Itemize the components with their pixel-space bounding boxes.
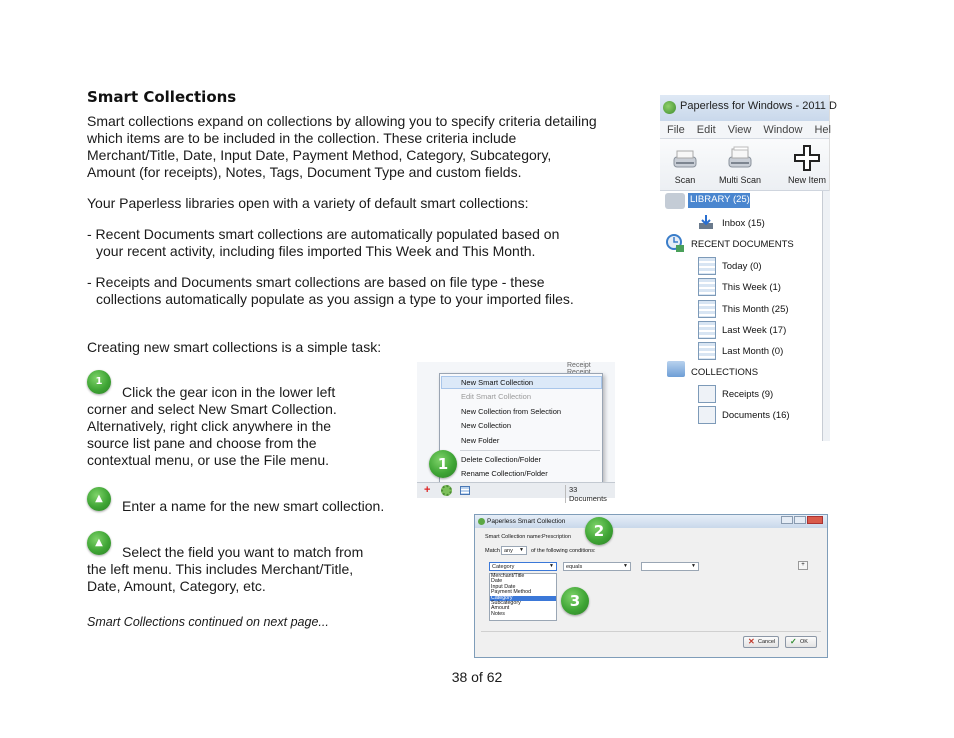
scan-button[interactable]: Scan <box>660 143 710 185</box>
field-dropdown-list <box>489 573 557 621</box>
menu-separator <box>460 450 600 451</box>
dropdown-arrow-icon: ▼ <box>549 563 554 569</box>
collections-icon <box>667 361 685 377</box>
source-item-this-week[interactable]: This Week (1) <box>722 282 781 293</box>
field-option[interactable]: Notes <box>491 610 505 617</box>
dialog-separator <box>481 631 821 632</box>
context-menu-screenshot <box>417 362 615 503</box>
menu-window[interactable]: Window <box>763 124 803 136</box>
add-icon[interactable]: + <box>424 484 431 496</box>
view-grid-icon[interactable] <box>460 486 470 495</box>
bullet-recent-documents: - Recent Documents smart collections are automatically populated based on your recent activity, including files imported This Week and This Month. <box>87 226 560 259</box>
menu-item-new-collection[interactable]: New Collection <box>461 421 512 430</box>
scanner-icon <box>671 143 699 173</box>
new-item-button[interactable]: New Item <box>782 143 832 185</box>
name-label: Smart Collection name: <box>485 534 543 540</box>
ok-button[interactable]: ✓ OK <box>785 636 817 648</box>
context-menu <box>439 373 603 483</box>
menu-help[interactable]: Hel <box>814 124 831 136</box>
source-list-pane[interactable] <box>660 191 823 441</box>
close-icon[interactable] <box>807 516 823 524</box>
recent-documents-icon <box>665 233 685 253</box>
dropdown-arrow-icon: ▼ <box>691 563 696 569</box>
source-list-bottom-bar <box>417 482 615 503</box>
value-select[interactable] <box>641 562 699 571</box>
menu-item-rename-collection[interactable]: Rename Collection/Folder <box>461 469 548 478</box>
step-one-text: Click the gear icon in the lower left corner and select New Smart Collection. Alternatively, right click anywhere in the source list pane and choose from the contextual menu, or use the File menu. <box>87 384 337 468</box>
multi-scan-button[interactable]: Multi Scan <box>715 143 765 185</box>
step-two-text: Enter a name for the new smart collection. <box>122 498 385 514</box>
dropdown-arrow-icon: ▼ <box>519 547 524 553</box>
inbox-icon <box>698 214 714 230</box>
menu-item-edit-smart-collection[interactable]: Edit Smart Collection <box>461 392 532 401</box>
source-item-library[interactable]: LIBRARY (25) <box>688 193 750 208</box>
creating-paragraph: Creating new smart collections is a simple task: <box>87 339 382 355</box>
calendar-icon <box>698 321 716 339</box>
step-one-badge: 1 <box>87 370 111 394</box>
step-two-badge: ▲ <box>87 487 111 511</box>
bullet-receipts-documents: - Receipts and Documents smart collections are based on file type - these collections automatically populate as you assign a type to your imported files. <box>87 274 574 307</box>
field-option[interactable]: Payment Method <box>491 589 532 596</box>
source-item-last-month[interactable]: Last Month (0) <box>722 346 783 357</box>
cancel-x-icon: ✕ <box>748 637 755 646</box>
library-icon <box>665 193 685 209</box>
dropdown-arrow-icon: ▼ <box>623 563 628 569</box>
recent-documents-header: RECENT DOCUMENTS <box>691 239 794 250</box>
calendar-icon <box>698 278 716 296</box>
gear-icon[interactable] <box>441 485 452 496</box>
callout-one-badge: 1 <box>429 450 457 478</box>
document-count: 33 Documents <box>565 485 615 503</box>
dialog-title-bar <box>475 515 827 528</box>
field-option-selected[interactable]: Category <box>490 596 556 601</box>
source-item-receipts[interactable]: Receipts (9) <box>722 389 773 400</box>
field-select[interactable]: Category ▼ <box>489 562 557 571</box>
app-window-screenshot <box>660 95 837 437</box>
continued-note: Smart Collections continued on next page... <box>87 615 329 629</box>
add-condition-button[interactable]: + <box>798 561 808 570</box>
paperless-logo-icon <box>478 518 485 525</box>
folder-icon <box>698 406 716 424</box>
source-item-inbox[interactable]: Inbox (15) <box>722 218 765 229</box>
cancel-button[interactable]: ✕ Cancel <box>743 636 779 648</box>
source-item-this-month[interactable]: This Month (25) <box>722 304 789 315</box>
multi-scanner-icon <box>726 143 754 173</box>
name-field[interactable]: Prescription <box>542 534 572 540</box>
step-three-text: Select the field you want to match from the left menu. This includes Merchant/Title, Date, Amount, Category, etc. <box>87 544 364 594</box>
source-item-last-week[interactable]: Last Week (17) <box>722 325 786 336</box>
page-number: 38 of 62 <box>451 669 503 685</box>
step-three-badge: ▲ <box>87 531 111 555</box>
field-option[interactable]: Merchant/Title <box>491 573 525 579</box>
menu-item-new-collection-from-selection[interactable]: New Collection from Selection <box>461 407 562 416</box>
calendar-icon <box>698 257 716 275</box>
callout-three-badge: 3 <box>561 587 589 615</box>
menu-edit[interactable]: Edit <box>696 124 716 136</box>
match-label: Match <box>485 548 500 554</box>
maximize-icon[interactable] <box>794 516 806 524</box>
folder-icon <box>698 385 716 403</box>
source-item-documents[interactable]: Documents (16) <box>722 410 790 421</box>
calendar-icon <box>698 342 716 360</box>
field-option[interactable]: Amount <box>491 605 510 612</box>
collections-header: COLLECTIONS <box>691 367 759 378</box>
window-controls <box>780 516 824 525</box>
match-select[interactable]: any ▼ <box>501 546 527 555</box>
menu-bar <box>660 121 829 139</box>
field-option[interactable]: Date <box>491 578 503 585</box>
menu-item-new-folder[interactable]: New Folder <box>461 436 500 445</box>
intro-paragraph: Smart collections expand on collections by allowing you to specify criteria detailing which items are to be included in the collection. These criteria include Merchant/Title, Date, Input Date, Payment Method, Category, Subcategory, Amount (for receipts), Notes, Tags, Document Type and custom fields. <box>87 113 597 180</box>
menu-item-new-smart-collection[interactable]: New Smart Collection <box>461 378 534 387</box>
app-title-bar <box>660 95 837 121</box>
toolbar <box>660 139 829 191</box>
behind-list: Receipt <box>567 362 591 369</box>
match-suffix: of the following conditions: <box>531 548 596 554</box>
menu-view[interactable]: View <box>727 124 752 136</box>
field-option[interactable]: Input Date <box>491 583 516 590</box>
section-heading: Smart Collections <box>87 88 237 106</box>
app-title: Paperless for Windows - 2011 D <box>680 100 837 112</box>
callout-two-badge: 2 <box>585 517 613 545</box>
smart-collection-dialog <box>474 514 828 658</box>
checkmark-icon: ✓ <box>790 637 797 646</box>
menu-file[interactable]: File <box>667 124 685 136</box>
source-item-today[interactable]: Today (0) <box>722 261 762 272</box>
dialog-title: Paperless Smart Collection <box>487 518 566 525</box>
source-list-splitter[interactable] <box>823 191 830 441</box>
minimize-icon[interactable] <box>781 516 793 524</box>
field-option[interactable]: Subcategory <box>491 600 521 607</box>
plus-icon <box>793 143 821 173</box>
operator-select[interactable]: equals ▼ <box>563 562 631 571</box>
menu-item-delete-collection[interactable]: Delete Collection/Folder <box>461 455 542 464</box>
libraries-paragraph: Your Paperless libraries open with a variety of default smart collections: <box>87 195 529 211</box>
calendar-icon <box>698 300 716 318</box>
paperless-logo-icon <box>663 101 676 114</box>
